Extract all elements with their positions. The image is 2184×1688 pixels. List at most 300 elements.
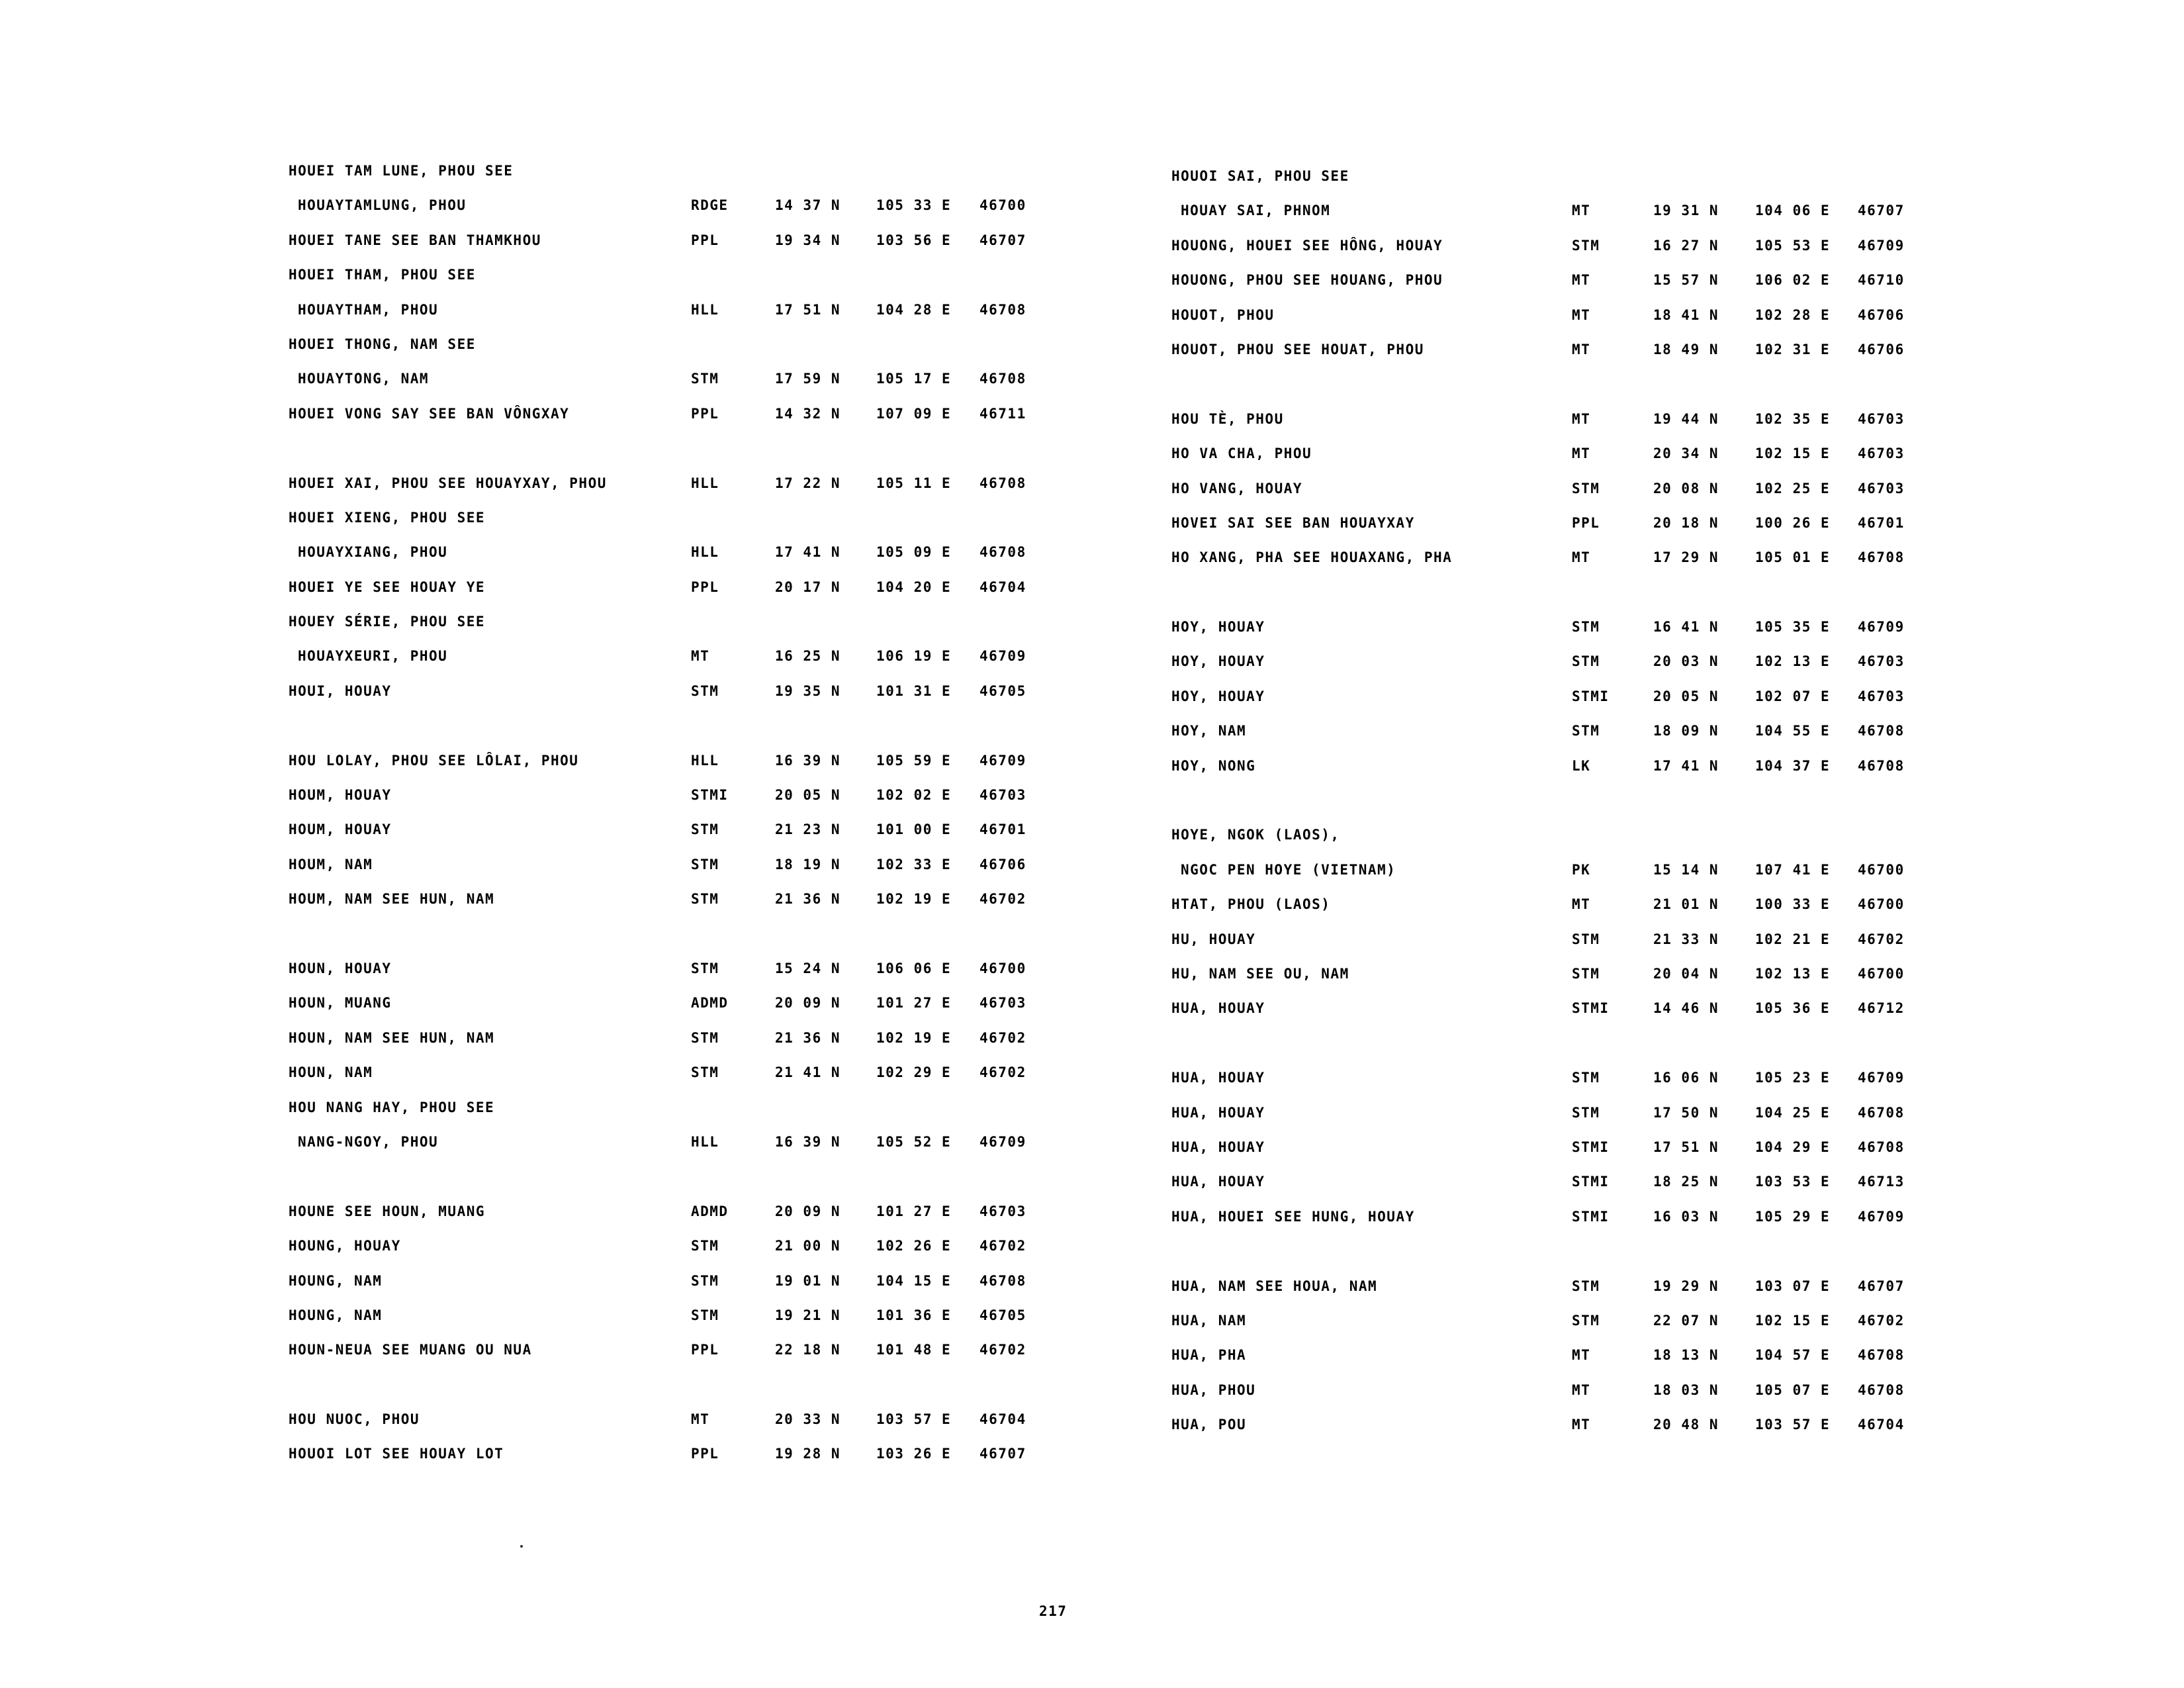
gazetteer-entry: [1171, 342, 1926, 376]
entry-longitude: 105 52 E: [876, 1133, 952, 1150]
gazetteer-entry: [289, 821, 1043, 856]
entry-longitude: 102 26 E: [876, 1238, 952, 1254]
entry-designation: PPL: [691, 232, 719, 248]
entry-designation: STM: [1572, 965, 1600, 982]
entry-latitude: 16 39 N: [775, 1133, 841, 1150]
entry-designation: MT: [1572, 896, 1591, 913]
entry-latitude: 20 18 N: [1653, 514, 1719, 531]
entry-reference: 46709: [979, 752, 1026, 769]
entry-latitude: 14 32 N: [775, 405, 841, 422]
entry-name: HUA, NAM SEE HOUA, NAM: [1171, 1278, 1378, 1294]
entry-longitude: 100 33 E: [1755, 896, 1831, 913]
entry-longitude: 101 27 E: [876, 995, 952, 1011]
entry-reference: 46700: [1858, 965, 1905, 982]
entry-reference: 46705: [979, 1307, 1026, 1323]
entry-reference: 46707: [1858, 203, 1905, 219]
entry-designation: STMI: [1572, 1174, 1610, 1190]
entry-reference: 46709: [1858, 1208, 1905, 1225]
gazetteer-entry: [289, 406, 1043, 440]
entry-designation: STM: [1572, 723, 1600, 739]
blank-row: [1171, 1243, 1926, 1278]
entry-designation: MT: [1572, 306, 1591, 323]
entry-designation: STM: [691, 1064, 719, 1081]
gazetteer-entry: [289, 1203, 1043, 1238]
entry-designation: PPL: [1572, 514, 1600, 531]
entry-name: HOUOT, PHOU: [1171, 306, 1275, 323]
entry-longitude: 105 11 E: [876, 475, 952, 491]
entry-designation: MT: [1572, 1347, 1591, 1364]
entry-longitude: 107 41 E: [1755, 861, 1831, 878]
entry-name: HOUN, MUANG: [289, 995, 392, 1011]
entry-name: HOUNE SEE HOUN, MUANG: [289, 1203, 486, 1219]
gazetteer-entry: [1171, 688, 1926, 723]
gazetteer-entry: [1171, 1105, 1926, 1139]
entry-longitude: 105 33 E: [876, 197, 952, 214]
entry-longitude: 106 19 E: [876, 648, 952, 665]
entry-name: HOY, NONG: [1171, 757, 1256, 774]
gazetteer-entry: [1171, 515, 1926, 549]
gazetteer-entry: [289, 197, 1043, 232]
gazetteer-entry: [1171, 619, 1926, 653]
entry-designation: HLL: [691, 475, 719, 491]
entry-name: HOUOI SAI, PHOU SEE: [1171, 168, 1349, 184]
blank-row: [1171, 1035, 1926, 1070]
entry-longitude: 103 56 E: [876, 232, 952, 248]
gazetteer-entry: [289, 961, 1043, 995]
entry-reference: 46713: [1858, 1174, 1905, 1190]
entry-name: HOUNG, NAM: [289, 1272, 383, 1289]
entry-latitude: 20 09 N: [775, 1203, 841, 1219]
entry-latitude: 17 50 N: [1653, 1104, 1719, 1121]
entry-name: HOUN, NAM SEE HUN, NAM: [289, 1029, 495, 1046]
gazetteer-entry: [289, 648, 1043, 682]
entry-reference: 46703: [979, 995, 1026, 1011]
entry-longitude: 101 00 E: [876, 821, 952, 838]
gazetteer-entry: [289, 753, 1043, 787]
entry-longitude: 105 01 E: [1755, 549, 1831, 566]
left-column: [289, 163, 1043, 1481]
entry-name: HOUNG, HOUAY: [289, 1238, 401, 1254]
entry-reference: 46708: [1858, 549, 1905, 566]
entry-name: HOU NUOC, PHOU: [289, 1411, 420, 1428]
entry-latitude: 18 49 N: [1653, 341, 1719, 357]
entry-designation: STM: [1572, 619, 1600, 635]
blank-row: [1171, 792, 1926, 827]
gazetteer-entry: [1171, 1174, 1926, 1208]
entry-longitude: 100 26 E: [1755, 514, 1831, 531]
entry-reference: 46702: [1858, 1312, 1905, 1329]
gazetteer-entry: [1171, 896, 1926, 931]
entry-longitude: 102 25 E: [1755, 480, 1831, 496]
entry-designation: STM: [691, 682, 719, 699]
entry-latitude: 17 41 N: [775, 544, 841, 561]
entry-designation: PPL: [691, 579, 719, 595]
entry-designation: PK: [1572, 861, 1591, 878]
entry-name: HOUM, NAM: [289, 856, 373, 872]
entry-latitude: 19 21 N: [775, 1307, 841, 1323]
entry-latitude: 18 09 N: [1653, 723, 1719, 739]
entry-latitude: 19 35 N: [775, 682, 841, 699]
entry-longitude: 102 29 E: [876, 1064, 952, 1081]
gazetteer-entry: [289, 267, 1043, 301]
entry-latitude: 18 13 N: [1653, 1347, 1719, 1364]
entry-longitude: 101 31 E: [876, 682, 952, 699]
scan-speck: [520, 1545, 523, 1548]
entry-longitude: 105 35 E: [1755, 619, 1831, 635]
entry-longitude: 103 53 E: [1755, 1174, 1831, 1190]
entry-latitude: 21 36 N: [775, 891, 841, 908]
entry-reference: 46703: [979, 787, 1026, 804]
entry-name: HOY, HOUAY: [1171, 619, 1265, 635]
entry-designation: MT: [1572, 203, 1591, 219]
entry-latitude: 19 31 N: [1653, 203, 1719, 219]
entry-name: HOUN, NAM: [289, 1064, 373, 1081]
entry-latitude: 16 39 N: [775, 752, 841, 769]
entry-longitude: 104 06 E: [1755, 203, 1831, 219]
entry-designation: PPL: [691, 1342, 719, 1358]
entry-name: HOUAYTHAM, PHOU: [298, 301, 439, 318]
entry-designation: STMI: [1572, 1139, 1610, 1155]
entry-reference: 46706: [1858, 306, 1905, 323]
entry-name: HOUAYXIANG, PHOU: [298, 544, 448, 561]
entry-reference: 46708: [979, 1272, 1026, 1289]
entry-name: HUA, HOUAY: [1171, 1139, 1265, 1155]
entry-reference: 46702: [1858, 931, 1905, 947]
entry-latitude: 16 25 N: [775, 648, 841, 665]
entry-longitude: 102 13 E: [1755, 965, 1831, 982]
gazetteer-entry: [289, 336, 1043, 371]
entry-longitude: 101 27 E: [876, 1203, 952, 1219]
gazetteer-entry: [289, 232, 1043, 267]
entry-designation: MT: [1572, 1382, 1591, 1398]
entry-reference: 46711: [979, 405, 1026, 422]
entry-designation: STM: [691, 856, 719, 872]
entry-longitude: 102 31 E: [1755, 341, 1831, 357]
entry-designation: STM: [1572, 480, 1600, 496]
entry-designation: PPL: [691, 1446, 719, 1462]
gazetteer-entry: [1171, 931, 1926, 966]
gazetteer-entry: [1171, 272, 1926, 306]
entry-longitude: 104 57 E: [1755, 1347, 1831, 1364]
entry-name: HUA, PHOU: [1171, 1382, 1256, 1398]
entry-designation: STM: [691, 1029, 719, 1046]
gazetteer-entry: [289, 579, 1043, 614]
gazetteer-entry: [1171, 549, 1926, 584]
entry-reference: 46702: [979, 891, 1026, 908]
entry-name: HOUAYTONG, NAM: [298, 371, 430, 387]
blank-row: [289, 440, 1043, 475]
entry-reference: 46703: [1858, 480, 1905, 496]
entry-designation: STMI: [691, 787, 729, 804]
entry-latitude: 15 14 N: [1653, 861, 1719, 878]
gazetteer-entry: [289, 1273, 1043, 1307]
entry-name: HOUAY SAI, PHNOM: [1181, 203, 1331, 219]
gazetteer-entry: [289, 1030, 1043, 1064]
gazetteer-entry: [1171, 1278, 1926, 1313]
entry-name: HOUN-NEUA SEE MUANG OU NUA: [289, 1342, 532, 1358]
entry-reference: 46707: [979, 1446, 1026, 1462]
entry-reference: 46702: [979, 1342, 1026, 1358]
entry-designation: HLL: [691, 752, 719, 769]
entry-reference: 46707: [979, 232, 1026, 248]
entry-longitude: 102 28 E: [1755, 306, 1831, 323]
gazetteer-entry: [289, 510, 1043, 544]
gazetteer-entry: [1171, 723, 1926, 757]
entry-reference: 46708: [1858, 1382, 1905, 1398]
entry-designation: STMI: [1572, 1208, 1610, 1225]
entry-name: HUA, HOUAY: [1171, 1174, 1265, 1190]
entry-name: HOUOT, PHOU SEE HOUAT, PHOU: [1171, 341, 1424, 357]
gazetteer-entry: [289, 614, 1043, 648]
entry-latitude: 20 17 N: [775, 579, 841, 595]
entry-reference: 46701: [1858, 514, 1905, 531]
entry-longitude: 105 09 E: [876, 544, 952, 561]
entry-latitude: 19 44 N: [1653, 410, 1719, 427]
gazetteer-entry: [1171, 1209, 1926, 1243]
entry-name: HUA, POU: [1171, 1417, 1247, 1433]
entry-reference: 46709: [979, 1133, 1026, 1150]
entry-designation: STM: [1572, 931, 1600, 947]
entry-name: HOUEY SÉRIE, PHOU SEE: [289, 614, 486, 630]
entry-name: HOUEI YE SEE HOUAY YE: [289, 579, 486, 595]
entry-reference: 46702: [979, 1064, 1026, 1081]
entry-longitude: 105 17 E: [876, 371, 952, 387]
entry-latitude: 21 41 N: [775, 1064, 841, 1081]
gazetteer-entry: [1171, 1417, 1926, 1451]
entry-latitude: 20 34 N: [1653, 445, 1719, 462]
entry-longitude: 106 06 E: [876, 960, 952, 976]
entry-designation: STM: [691, 1272, 719, 1289]
entry-latitude: 18 25 N: [1653, 1174, 1719, 1190]
entry-designation: PPL: [691, 405, 719, 422]
entry-name: HOUM, NAM SEE HUN, NAM: [289, 891, 495, 908]
entry-latitude: 20 05 N: [1653, 688, 1719, 704]
entry-name: HOUOI LOT SEE HOUAY LOT: [289, 1446, 504, 1462]
blank-row: [1171, 585, 1926, 619]
entry-name: HOUAYXEURI, PHOU: [298, 648, 448, 665]
entry-reference: 46708: [1858, 723, 1905, 739]
gazetteer-entry: [289, 1100, 1043, 1134]
entry-name: HOUEI TANE SEE BAN THAMKHOU: [289, 232, 541, 248]
entry-longitude: 103 57 E: [1755, 1417, 1831, 1433]
gazetteer-entry: [1171, 966, 1926, 1000]
entry-reference: 46708: [1858, 757, 1905, 774]
page-number: 217: [1039, 1603, 1068, 1619]
entry-latitude: 20 09 N: [775, 995, 841, 1011]
entry-longitude: 102 15 E: [1755, 445, 1831, 462]
entry-name: HOVEI SAI SEE BAN HOUAYXAY: [1171, 514, 1415, 531]
gazetteer-entry: [289, 544, 1043, 579]
gazetteer-entry: [289, 787, 1043, 821]
entry-reference: 46708: [979, 475, 1026, 491]
entry-name: HOUEI XAI, PHOU SEE HOUAYXAY, PHOU: [289, 475, 607, 491]
entry-name: HUA, HOUAY: [1171, 1070, 1265, 1086]
entry-reference: 46708: [1858, 1347, 1905, 1364]
entry-name: NGOC PEN HOYE (VIETNAM): [1181, 861, 1396, 878]
entry-longitude: 105 36 E: [1755, 1000, 1831, 1017]
entry-latitude: 14 46 N: [1653, 1000, 1719, 1017]
gazetteer-entry: [1171, 1000, 1926, 1035]
gazetteer-entry: [289, 683, 1043, 718]
gazetteer-entry: [1171, 862, 1926, 896]
entry-designation: MT: [691, 1411, 710, 1428]
gazetteer-entry: [1171, 653, 1926, 688]
entry-designation: STM: [691, 821, 719, 838]
entry-latitude: 19 28 N: [775, 1446, 841, 1462]
entry-name: HU, NAM SEE OU, NAM: [1171, 965, 1349, 982]
gazetteer-entry: [289, 1134, 1043, 1168]
entry-longitude: 102 19 E: [876, 1029, 952, 1046]
entry-designation: MT: [1572, 549, 1591, 566]
gazetteer-entry: [1171, 827, 1926, 861]
entry-reference: 46712: [1858, 1000, 1905, 1017]
entry-name: NANG-NGOY, PHOU: [298, 1133, 439, 1150]
entry-reference: 46709: [1858, 237, 1905, 254]
entry-longitude: 102 13 E: [1755, 653, 1831, 670]
entry-name: HOUEI TAM LUNE, PHOU SEE: [289, 163, 514, 179]
entry-designation: HLL: [691, 301, 719, 318]
entry-reference: 46704: [979, 579, 1026, 595]
entry-designation: STM: [691, 1307, 719, 1323]
entry-longitude: 104 29 E: [1755, 1139, 1831, 1155]
entry-designation: HLL: [691, 1133, 719, 1150]
entry-latitude: 16 03 N: [1653, 1208, 1719, 1225]
entry-name: HOUEI THAM, PHOU SEE: [289, 267, 476, 283]
entry-latitude: 20 48 N: [1653, 1417, 1719, 1433]
entry-longitude: 105 23 E: [1755, 1070, 1831, 1086]
blank-row: [289, 1168, 1043, 1203]
entry-longitude: 101 48 E: [876, 1342, 952, 1358]
entry-latitude: 22 18 N: [775, 1342, 841, 1358]
entry-reference: 46700: [1858, 896, 1905, 913]
entry-longitude: 104 28 E: [876, 301, 952, 318]
entry-latitude: 18 03 N: [1653, 1382, 1719, 1398]
entry-longitude: 104 20 E: [876, 579, 952, 595]
entry-reference: 46703: [1858, 688, 1905, 704]
gazetteer-entry: [289, 302, 1043, 336]
gazetteer-entry: [289, 857, 1043, 891]
entry-longitude: 102 02 E: [876, 787, 952, 804]
entry-longitude: 103 57 E: [876, 1411, 952, 1428]
entry-name: HOUM, HOUAY: [289, 787, 392, 804]
entry-reference: 46704: [1858, 1417, 1905, 1433]
entry-latitude: 20 33 N: [775, 1411, 841, 1428]
entry-longitude: 102 19 E: [876, 891, 952, 908]
entry-name: HOUEI VONG SAY SEE BAN VÔNGXAY: [289, 405, 570, 422]
gazetteer-entry: [1171, 1382, 1926, 1417]
entry-longitude: 104 25 E: [1755, 1104, 1831, 1121]
gazetteer-entry: [1171, 1139, 1926, 1174]
entry-designation: STM: [691, 1238, 719, 1254]
entry-designation: STM: [1572, 1278, 1600, 1294]
entry-latitude: 21 33 N: [1653, 931, 1719, 947]
entry-name: HOUONG, HOUEI SEE HÔNG, HOUAY: [1171, 237, 1443, 254]
entry-reference: 46706: [979, 856, 1026, 872]
gazetteer-entry: [289, 891, 1043, 925]
blank-row: [289, 718, 1043, 752]
entry-reference: 46700: [979, 960, 1026, 976]
entry-designation: MT: [1572, 341, 1591, 357]
right-column: [1171, 168, 1926, 1451]
entry-designation: MT: [1572, 272, 1591, 289]
entry-designation: MT: [1572, 1417, 1591, 1433]
gazetteer-entry: [1171, 758, 1926, 792]
gazetteer-entry: [289, 995, 1043, 1029]
entry-latitude: 17 59 N: [775, 371, 841, 387]
entry-longitude: 105 07 E: [1755, 1382, 1831, 1398]
entry-name: HU, HOUAY: [1171, 931, 1256, 947]
entry-longitude: 105 53 E: [1755, 237, 1831, 254]
entry-reference: 46708: [1858, 1139, 1905, 1155]
gazetteer-entry: [1171, 1070, 1926, 1104]
entry-reference: 46707: [1858, 1278, 1905, 1294]
gazetteer-entry: [289, 1342, 1043, 1376]
entry-latitude: 17 41 N: [1653, 757, 1719, 774]
entry-latitude: 19 29 N: [1653, 1278, 1719, 1294]
entry-longitude: 104 37 E: [1755, 757, 1831, 774]
entry-reference: 46701: [979, 821, 1026, 838]
entry-latitude: 20 04 N: [1653, 965, 1719, 982]
entry-longitude: 107 09 E: [876, 405, 952, 422]
entry-reference: 46703: [1858, 653, 1905, 670]
entry-name: HO XANG, PHA SEE HOUAXANG, PHA: [1171, 549, 1453, 566]
entry-longitude: 101 36 E: [876, 1307, 952, 1323]
entry-name: HO VA CHA, PHOU: [1171, 445, 1312, 462]
gazetteer-entry: [289, 1446, 1043, 1480]
entry-latitude: 21 00 N: [775, 1238, 841, 1254]
entry-name: HOUEI THONG, NAM SEE: [289, 336, 476, 352]
gazetteer-entry: [289, 475, 1043, 510]
entry-reference: 46709: [979, 648, 1026, 665]
entry-latitude: 21 01 N: [1653, 896, 1719, 913]
entry-latitude: 19 34 N: [775, 232, 841, 248]
entry-name: HOUAYTAMLUNG, PHOU: [298, 197, 467, 214]
entry-name: HOY, HOUAY: [1171, 688, 1265, 704]
entry-reference: 46708: [979, 544, 1026, 561]
entry-longitude: 103 26 E: [876, 1446, 952, 1462]
entry-designation: MT: [1572, 445, 1591, 462]
entry-latitude: 14 37 N: [775, 197, 841, 214]
entry-latitude: 20 08 N: [1653, 480, 1719, 496]
entry-latitude: 19 01 N: [775, 1272, 841, 1289]
entry-latitude: 18 19 N: [775, 856, 841, 872]
entry-designation: STM: [1572, 653, 1600, 670]
entry-latitude: 21 23 N: [775, 821, 841, 838]
entry-reference: 46708: [979, 371, 1026, 387]
entry-latitude: 15 24 N: [775, 960, 841, 976]
entry-longitude: 102 33 E: [876, 856, 952, 872]
entry-reference: 46703: [979, 1203, 1026, 1219]
entry-reference: 46708: [979, 301, 1026, 318]
entry-latitude: 17 51 N: [1653, 1139, 1719, 1155]
entry-reference: 46709: [1858, 619, 1905, 635]
gazetteer-entry: [1171, 1347, 1926, 1382]
entry-name: HOUONG, PHOU SEE HOUANG, PHOU: [1171, 272, 1443, 289]
entry-name: HOUI, HOUAY: [289, 682, 392, 699]
entry-longitude: 102 07 E: [1755, 688, 1831, 704]
entry-designation: ADMD: [691, 1203, 729, 1219]
entry-latitude: 17 22 N: [775, 475, 841, 491]
entry-name: HUA, NAM: [1171, 1312, 1247, 1329]
entry-name: HOUNG, NAM: [289, 1307, 383, 1323]
entry-reference: 46708: [1858, 1104, 1905, 1121]
entry-latitude: 20 03 N: [1653, 653, 1719, 670]
entry-designation: MT: [1572, 410, 1591, 427]
entry-name: HUA, PHA: [1171, 1347, 1247, 1364]
entry-name: HO VANG, HOUAY: [1171, 480, 1303, 496]
entry-designation: HLL: [691, 544, 719, 561]
entry-name: HOYE, NGOK (LAOS),: [1171, 827, 1340, 843]
